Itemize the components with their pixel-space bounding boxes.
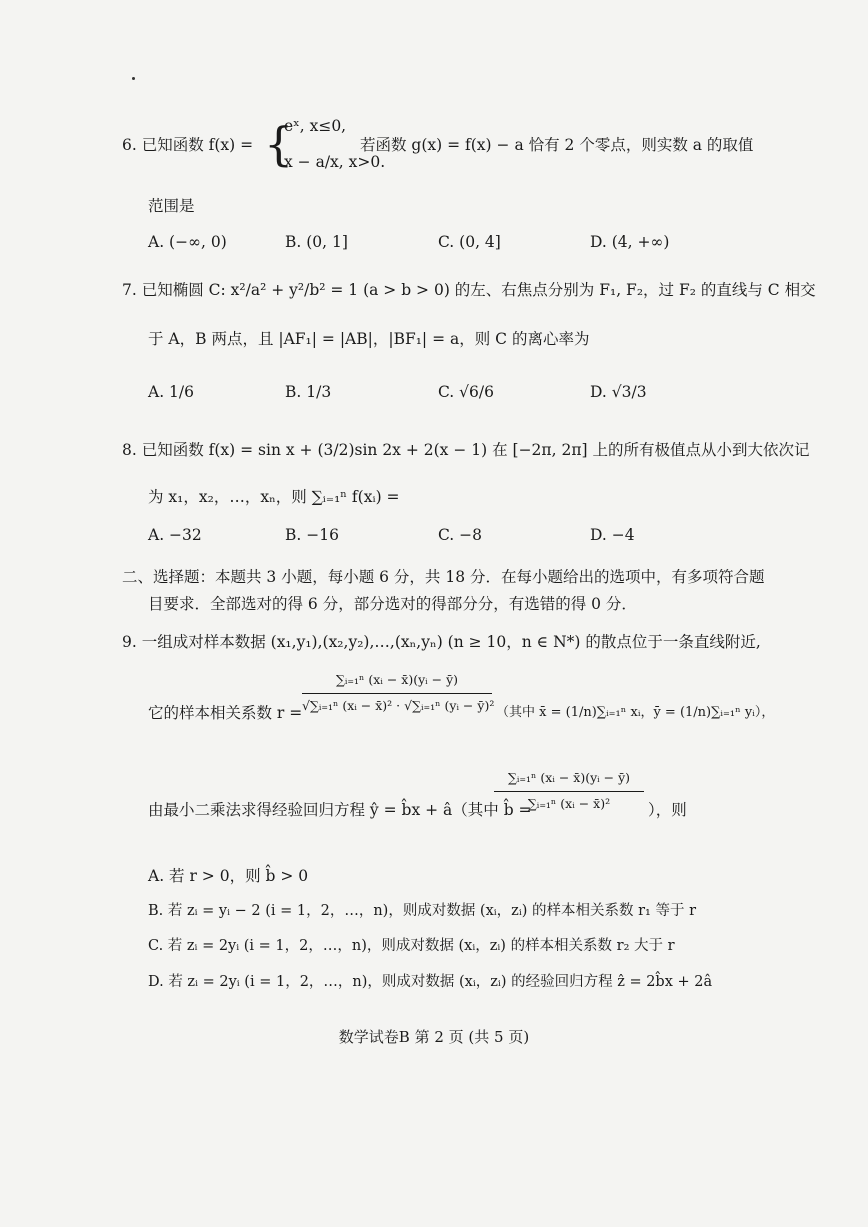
q6-option-c: C. (0, 4] [438,233,501,251]
page-footer: 数学试卷B 第 2 页 (共 5 页) [338,1028,530,1046]
q9-option-b: B. 若 zᵢ = yᵢ − 2 (i = 1，2，…，n)，则成对数据 (xᵢ，zᵢ) 的样本相关系数 r₁ 等于 r [148,903,697,919]
q7-option-c: C. √6/6 [438,383,494,401]
q6-case-2: x − a/x, x>0. [284,153,386,171]
q6-prefix: 6. 已知函数 f(x) = [122,136,254,154]
r-denominator: √∑ᵢ₌₁ⁿ (xᵢ − x̄)² · √∑ᵢ₌₁ⁿ (yᵢ − ȳ)² [302,698,495,713]
q9-means-note: （其中 x̄ = (1/n)∑ᵢ₌₁ⁿ xᵢ，ȳ = (1/n)∑ᵢ₌₁ⁿ yᵢ）， [496,705,775,720]
r-numerator: ∑ᵢ₌₁ⁿ (xᵢ − x̄)(yᵢ − ȳ) [335,672,459,687]
b-denominator: ∑ᵢ₌₁ⁿ (xᵢ − x̄)² [527,796,611,811]
q8-option-d: D. −4 [590,526,635,544]
section-2-line-2: 目要求．全部选对的得 6 分，部分选对的得部分分，有选错的得 0 分． [148,595,637,613]
b-fraction [494,770,644,812]
q8-line-2: 为 x₁，x₂，…，xₙ，则 ∑ᵢ₌₁ⁿ f(xᵢ) = [148,488,400,506]
r-fraction-bar [302,693,492,694]
q8-option-b: B. −16 [285,526,339,544]
b-fraction-bar [494,791,644,792]
q9-option-a: A. 若 r > 0，则 b̂ > 0 [148,867,309,885]
q6-case-1: eˣ, x≤0, [284,117,347,135]
q6-option-a: A. (−∞, 0) [148,233,227,251]
scan-speck [132,77,135,80]
q9-option-d: D. 若 zᵢ = 2yᵢ (i = 1，2，…，n)，则成对数据 (xᵢ，zᵢ) 的经验回归方程 ẑ = 2b̂x + 2â [148,974,713,990]
q6-option-b: B. (0, 1] [285,233,348,251]
b-numerator: ∑ᵢ₌₁ⁿ (xᵢ − x̄)(yᵢ − ȳ) [507,770,631,785]
section-2-line-1: 二、选择题：本题共 3 小题，每小题 6 分，共 18 分．在每小题给出的选项中，有多项符合题 [122,568,765,586]
q6-condition: 若函数 g(x) = f(x) − a 恰有 2 个零点，则实数 a 的取值 [360,136,754,154]
q6-option-d: D. (4, +∞) [590,233,670,251]
q6-brace: { [264,117,294,171]
q8-option-a: A. −32 [148,526,202,544]
q9-r-label: 它的样本相关系数 r = [148,704,303,722]
q9-option-c: C. 若 zᵢ = 2yᵢ (i = 1，2，…，n)，则成对数据 (xᵢ，zᵢ) 的样本相关系数 r₂ 大于 r [148,938,675,954]
q7-option-b: B. 1/3 [285,383,332,401]
q8-line-1: 8. 已知函数 f(x) = sin x + (3/2)sin 2x + 2(x − 1) 在 [−2π, 2π] 上的所有极值点从小到大依次记 [122,441,810,459]
r-fraction [302,672,495,714]
q7-option-d: D. √3/3 [590,383,647,401]
q6-line-2: 范围是 [148,197,195,215]
q9-regression-suffix: ），则 [648,801,687,819]
q9-line-1: 9. 一组成对样本数据 (x₁,y₁),(x₂,y₂),…,(xₙ,yₙ) (n ≥ 10，n ∈ N*) 的散点位于一条直线附近, [122,633,761,651]
q9-regression-label: 由最小二乘法求得经验回归方程 ŷ = b̂x + â（其中 b̂ = [148,801,532,819]
q8-option-c: C. −8 [438,526,483,544]
q7-line-1: 7. 已知椭圆 C: x²/a² + y²/b² = 1 (a > b > 0) 的左、右焦点分别为 F₁, F₂，过 F₂ 的直线与 C 相交 [122,281,816,299]
q7-line-2: 于 A，B 两点，且 |AF₁| = |AB|，|BF₁| = a，则 C 的离心率为 [148,330,590,348]
q7-option-a: A. 1/6 [148,383,194,401]
